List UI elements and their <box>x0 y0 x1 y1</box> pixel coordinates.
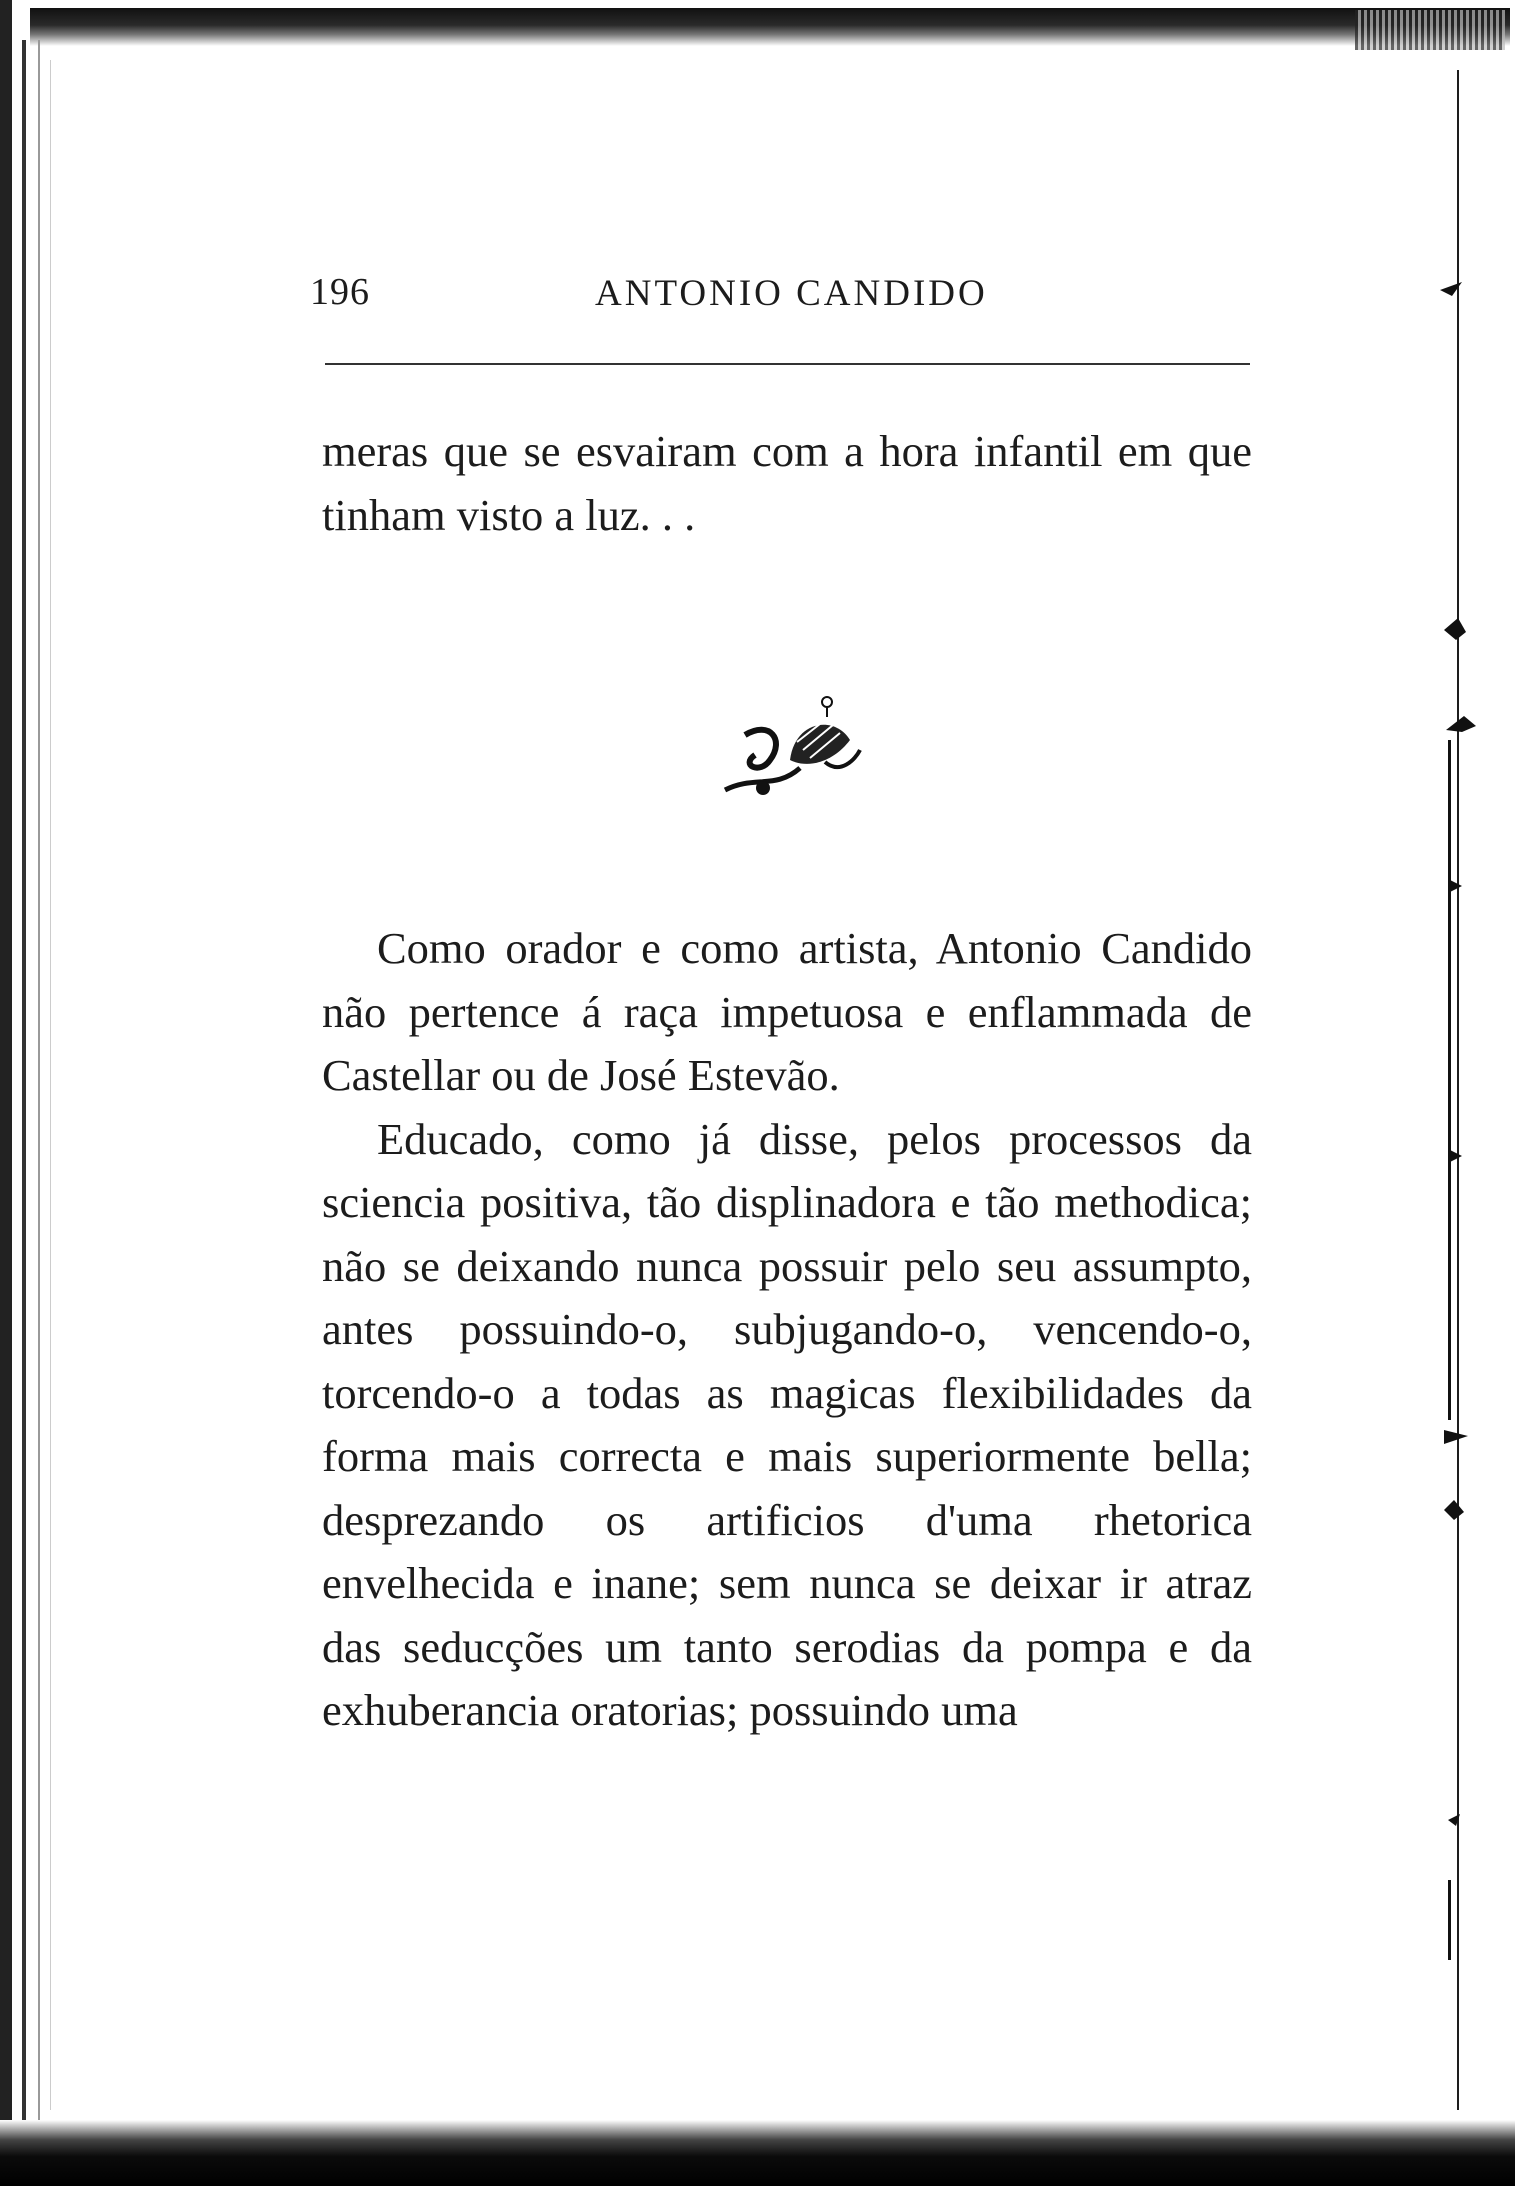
paragraph: Como orador e como artista, Antonio Candido não pertence á raça impetuosa e enflammada de Castellar ou de José Estevão. <box>322 923 1252 1100</box>
running-head <box>310 270 1250 320</box>
floral-vignette-icon <box>715 680 865 800</box>
scan-bottom-edge <box>0 2120 1515 2186</box>
bleed-through-marks <box>1430 260 1490 1960</box>
main-text <box>322 917 1252 1743</box>
page-number: 196 <box>310 271 370 313</box>
running-title: ANTONIO CANDIDO <box>595 273 988 314</box>
scan-binding-line <box>38 40 40 2120</box>
paragraph: meras que se esvairam com a hora infantil em que tinham visto a luz. . . <box>322 426 1252 540</box>
scan-top-right-edge <box>1355 10 1505 50</box>
paragraph: Educado, como já disse, pelos processos da sciencia positiva, tão displinadora e tão methodica; não se deixando nunca possuir pelo seu assumpto, antes possuindo-o, subjugando-o, vencendo-o, torcendo-o a todas as magicas flexibilidades da forma mais correcta e mais superiormente bella; desprezando os artificios d'uma rhetorica envelhecida e inane; sem nunca se deixar ir atraz das seducções um tanto serodias da pompa e da exhuberancia oratorias; possuindo uma <box>322 1113 1252 1735</box>
header-rule <box>325 363 1250 365</box>
scan-binding-line <box>22 40 26 2120</box>
continuation-text <box>322 420 1252 547</box>
scan-top-edge <box>30 8 1510 46</box>
scan-binding-line <box>50 60 51 2110</box>
scan-left-edge <box>0 0 12 2186</box>
